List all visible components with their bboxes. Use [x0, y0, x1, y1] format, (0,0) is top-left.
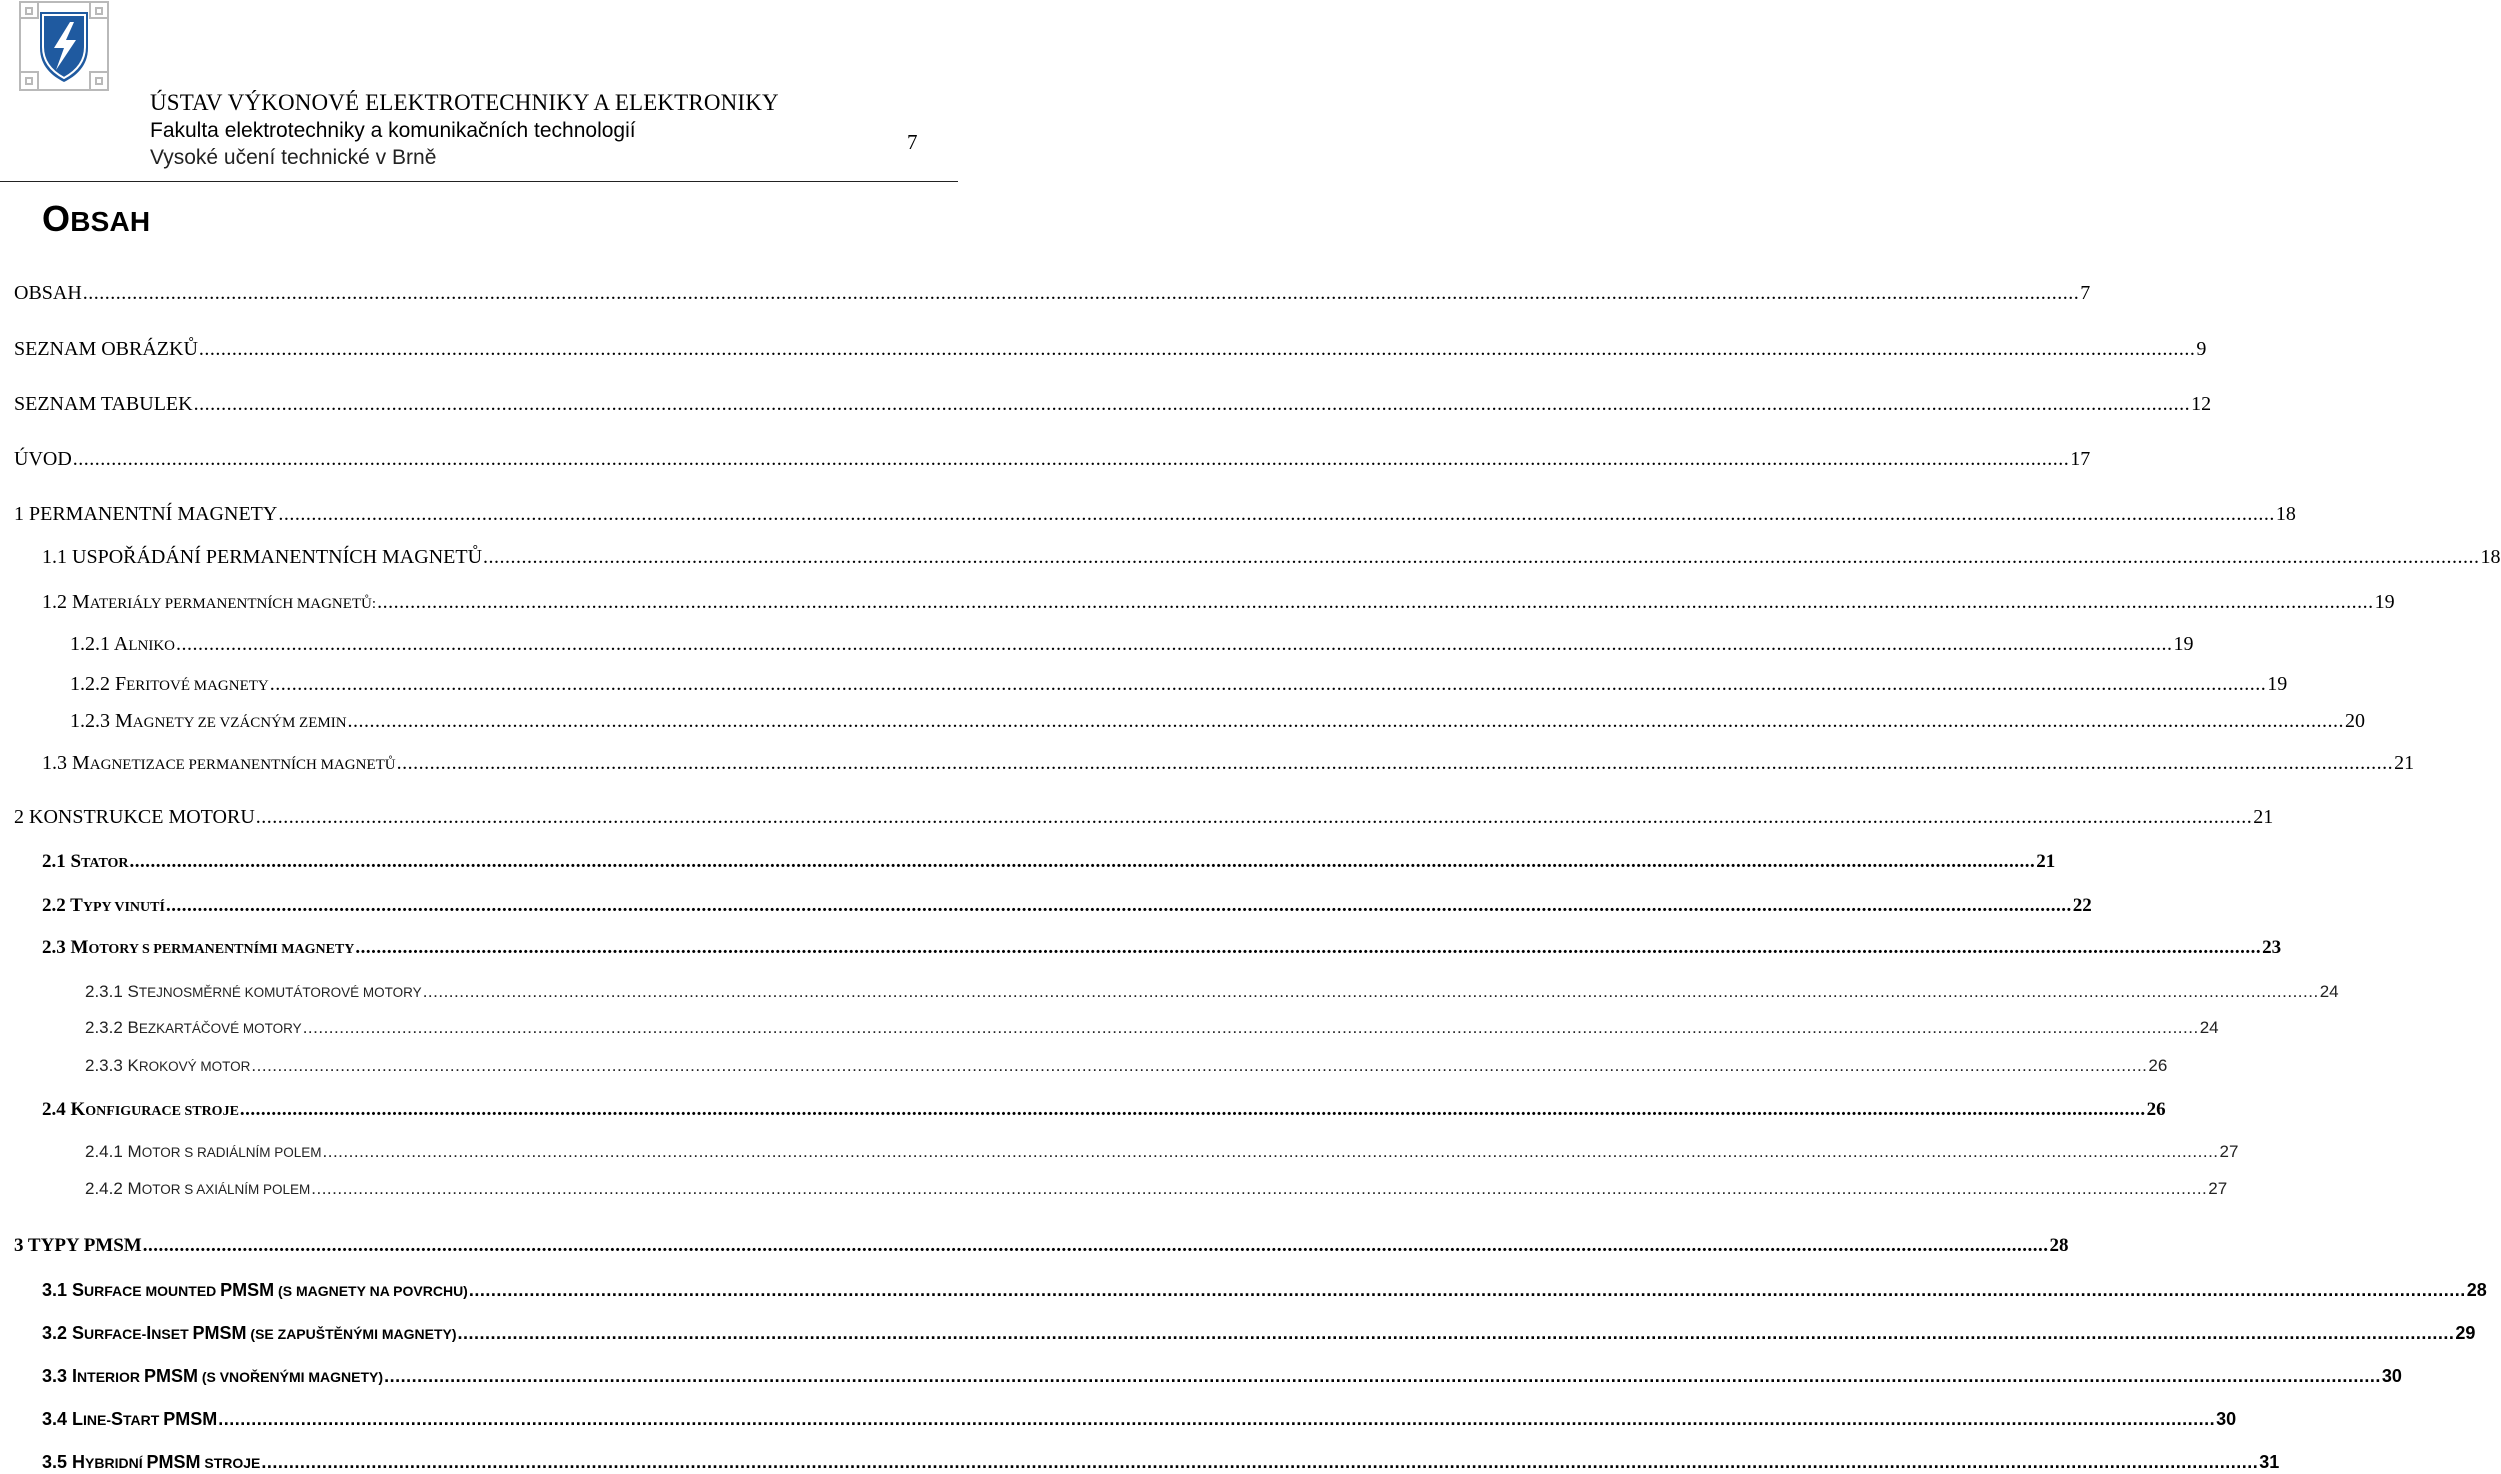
toc-entry-obsah[interactable]: OBSAH ........................................................................................................................................................................................................................................................................................................................................................................... 7 [14, 282, 2091, 304]
title-rest: BSAH [70, 206, 151, 237]
toc-entry-1-1[interactable]: 1.1 USPOŘÁDÁNÍ PERMANENTNÍCH MAGNETŮ ........................................................................................................................................................................................................................................................................................................................................................................... 18 [42, 546, 2501, 568]
page-number: 7 [907, 130, 918, 154]
institute-name: ÚSTAV VÝKONOVÉ ELEKTROTECHNIKY A ELEKTRONIKY [150, 90, 779, 115]
toc-entry-2-1[interactable]: 2.1 STATOR ........................................................................................................................................................................................................................................................................................................................................................................... 21 [42, 851, 2056, 872]
toc-entry-1-2[interactable]: 1.2 MATERIÁLY PERMANENTNÍCH MAGNETŮ: ........................................................................................................................................................................................................................................................................................................................................................................... 19 [42, 591, 2395, 613]
toc-entry-chapter-2[interactable]: 2 KONSTRUKCE MOTORU ........................................................................................................................................................................................................................................................................................................................................................................... 21 [14, 806, 2274, 828]
toc-entry-1-2-2[interactable]: 1.2.2 FERITOVÉ MAGNETY ........................................................................................................................................................................................................................................................................................................................................................................... 19 [70, 673, 2288, 695]
faculty-name: Fakulta elektrotechniky a komunikačních technologií [150, 119, 636, 142]
toc-entry-seznam-obrazku[interactable]: SEZNAM OBRÁZKŮ ........................................................................................................................................................................................................................................................................................................................................................................... 9 [14, 338, 2207, 360]
toc-entry-1-2-3[interactable]: 1.2.3 MAGNETY ZE VZÁCNÝM ZEMIN ........................................................................................................................................................................................................................................................................................................................................................................... 20 [70, 710, 2366, 732]
toc-entry-2-4[interactable]: 2.4 KONFIGURACE STROJE ........................................................................................................................................................................................................................................................................................................................................................................... 26 [42, 1099, 2166, 1120]
toc-entry-3-2[interactable]: 3.2 SURFACE-INSET PMSM (SE ZAPUŠTĚNÝMI MAGNETY) ........................................................................................................................................................................................................................................................................................................................................................................... 29 [42, 1323, 2476, 1343]
toc-entry-2-2[interactable]: 2.2 TYPY VINUTÍ ........................................................................................................................................................................................................................................................................................................................................................................... 22 [42, 895, 2092, 916]
toc-entry-3-1[interactable]: 3.1 SURFACE MOUNTED PMSM (S MAGNETY NA POVRCHU) ........................................................................................................................................................................................................................................................................................................................................................................... 28 [42, 1280, 2487, 1300]
toc-entry-chapter-1[interactable]: 1 PERMANENTNÍ MAGNETY ........................................................................................................................................................................................................................................................................................................................................................................... 18 [14, 503, 2296, 525]
university-name: Vysoké učení technické v Brně [150, 146, 437, 169]
toc-entry-2-3[interactable]: 2.3 MOTORY S PERMANENTNÍMI MAGNETY ........................................................................................................................................................................................................................................................................................................................................................................... 23 [42, 937, 2282, 958]
toc-entry-1-2-1[interactable]: 1.2.1 ALNIKO ........................................................................................................................................................................................................................................................................................................................................................................... 19 [70, 633, 2194, 655]
title-initial: O [42, 198, 71, 239]
toc-entry-seznam-tabulek[interactable]: SEZNAM TABULEK ........................................................................................................................................................................................................................................................................................................................................................................... 12 [14, 393, 2212, 415]
toc-entry-3-4[interactable]: 3.4 LINE-START PMSM ........................................................................................................................................................................................................................................................................................................................................................................... 30 [42, 1409, 2237, 1429]
toc-entry-2-3-2[interactable]: 2.3.2 BEZKARTÁČOVÉ MOTORY ........................................................................................................................................................................................................................................................................................................................................................................... 24 [85, 1018, 2219, 1037]
toc-entry-2-3-3[interactable]: 2.3.3 KROKOVÝ MOTOR ........................................................................................................................................................................................................................................................................................................................................................................... 26 [85, 1056, 2168, 1075]
toc-entry-2-4-1[interactable]: 2.4.1 MOTOR S RADIÁLNÍM POLEM ........................................................................................................................................................................................................................................................................................................................................................................... 27 [85, 1142, 2239, 1161]
toc-entry-3-5[interactable]: 3.5 HYBRIDNÍ PMSM STROJE ........................................................................................................................................................................................................................................................................................................................................................................... 31 [42, 1452, 2280, 1472]
toc-entry-2-3-1[interactable]: 2.3.1 STEJNOSMĚRNÉ KOMUTÁTOROVÉ MOTORY ........................................................................................................................................................................................................................................................................................................................................................................... 24 [85, 982, 2339, 1001]
toc-entry-1-3[interactable]: 1.3 MAGNETIZACE PERMANENTNÍCH MAGNETŮ ........................................................................................................................................................................................................................................................................................................................................................................... 21 [42, 752, 2415, 774]
toc-entry-uvod[interactable]: ÚVOD ........................................................................................................................................................................................................................................................................................................................................................................... 17 [14, 448, 2091, 470]
toc-entry-2-4-2[interactable]: 2.4.2 MOTOR S AXIÁLNÍM POLEM ........................................................................................................................................................................................................................................................................................................................................................................... 27 [85, 1179, 2228, 1198]
toc-entry-3-3[interactable]: 3.3 INTERIOR PMSM (S VNOŘENÝMI MAGNETY) ........................................................................................................................................................................................................................................................................................................................................................................... 30 [42, 1366, 2402, 1386]
toc-entry-chapter-3[interactable]: 3 TYPY PMSM ........................................................................................................................................................................................................................................................................................................................................................................... 28 [14, 1235, 2069, 1256]
